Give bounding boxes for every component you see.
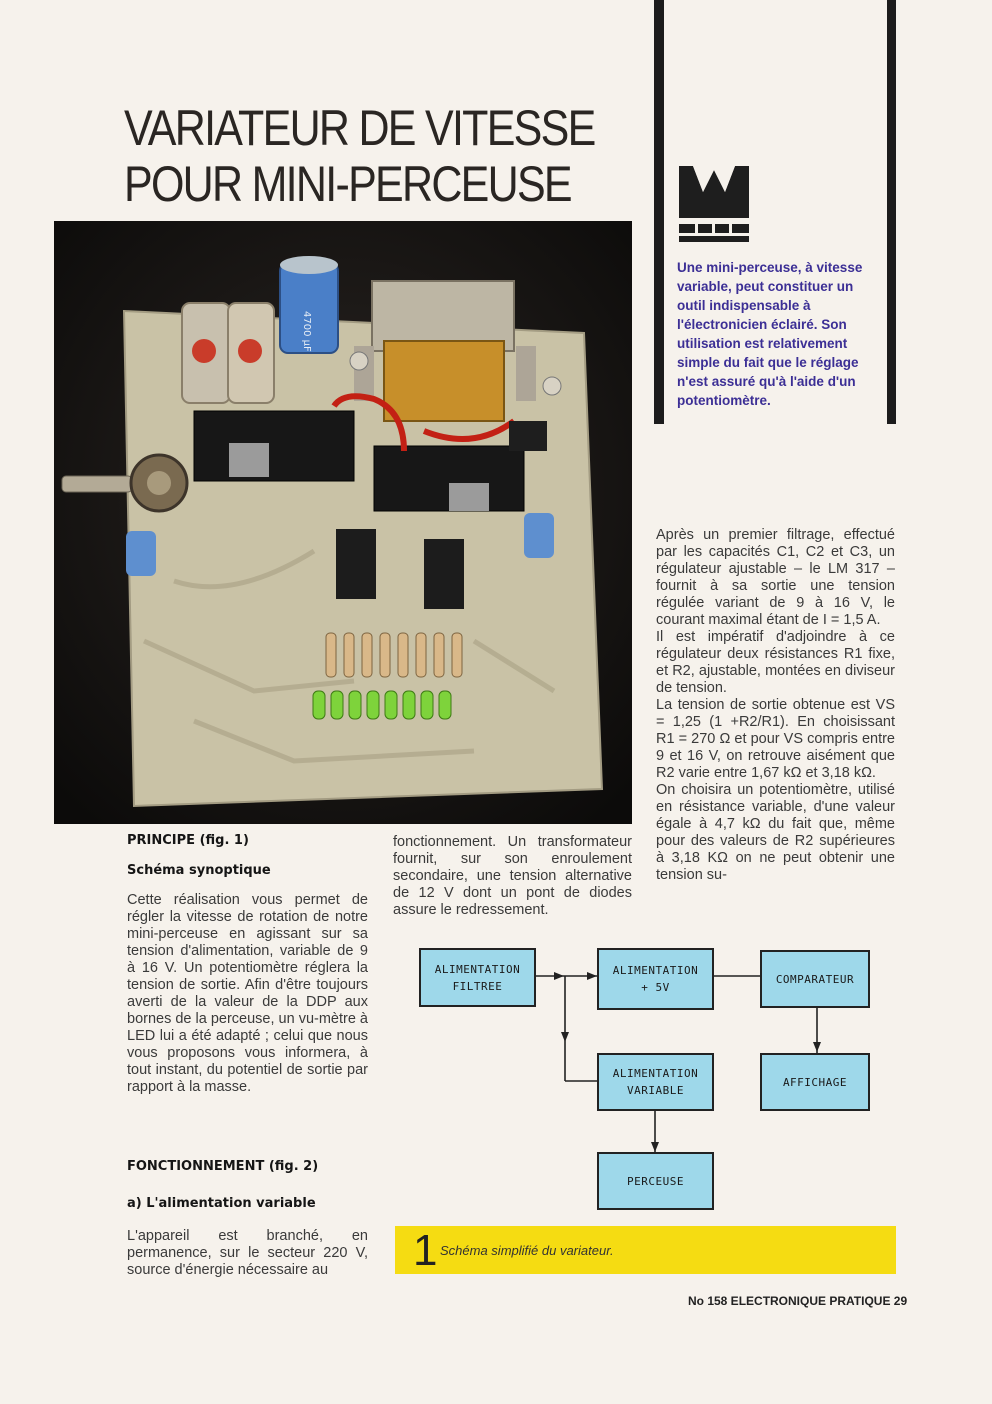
box-alimentation-5v: ALIMENTATION + 5V bbox=[597, 948, 714, 1010]
box-alimentation-filtree: ALIMENTATION FILTREE bbox=[419, 948, 536, 1007]
heading-fonctionnement: FONCTIONNEMENT (fig. 2) bbox=[127, 1159, 319, 1174]
figure-number: 1 bbox=[413, 1226, 438, 1275]
box-affichage: AFFICHAGE bbox=[760, 1053, 870, 1111]
heading-principe: PRINCIPE (fig. 1) bbox=[127, 833, 249, 848]
paragraph-alimentation: L'appareil est branché, en permanence, sur le secteur 220 V, source d'énergie nécessaire au bbox=[127, 1228, 368, 1278]
box-alimentation-variable: ALIMENTATION VARIABLE bbox=[597, 1053, 714, 1111]
subheading-schema-synoptique: Schéma synoptique bbox=[127, 863, 271, 878]
title-line-1: VARIATEUR DE VITESSE bbox=[124, 100, 595, 156]
paragraph-principe: Cette réalisation vous permet de régler la vitesse de rotation de notre mini-perceuse en agissant sur sa tension d'alimentation, variable de 9 à 16 V. Un potentiomètre réglera la tension de sortie. Afin d'être toujours averti de la valeur de la DDP aux bornes de la perceuse, un vu-mètre à LED lui a été adapté ; celui que nous vous proposons vous informera, à tout instant, du potentiel de sortie par rapport à la masse. bbox=[127, 892, 368, 1095]
paragraph-filtrage: Après un premier filtrage, effectué par les capacités C1, C2 et C3, un régulateur ajustable – le LM 317 – fournit à sa sortie une tension régulée variant de 9 à 16 V, le courant maximal étant de I = 1,5 A. bbox=[656, 527, 895, 628]
figure-caption-text: Schéma simplifié du variateur. bbox=[440, 1243, 614, 1258]
paragraph-tension-sortie: La tension de sortie obtenue est VS = 1,25 (1 +R2/R1). En choisissant R1 = 270 Ω et pour VS compris entre 9 et 16 V, on retrouve aisément que R2 varie entre 1,67 kΩ et 3,18 kΩ. bbox=[656, 697, 895, 781]
paragraph-resistances: Il est impératif d'adjoindre à ce régulateur deux résistances R1 fixe, et R2, ajustable, montées en diviseur de tension. bbox=[656, 629, 895, 696]
intro-text: Une mini-perceuse, à vitesse variable, peut constituer un outil indispensable à l'électronicien éclairé. Son utilisation est relativement simple du fait que le réglage n'est assuré qu'à l'aide d'un potentiomètre. bbox=[677, 260, 863, 408]
page-footer: No 158 ELECTRONIQUE PRATIQUE 29 bbox=[688, 1294, 908, 1308]
subheading-alimentation-variable: a) L'alimentation variable bbox=[127, 1196, 316, 1211]
box-perceuse: PERCEUSE bbox=[597, 1152, 714, 1210]
paragraph-fonctionnement: fonctionnement. Un transformateur fournit, sur son enroulement secondaire, une tension alternative de 12 V dont un pont de diodes assure le redressement. bbox=[393, 834, 632, 918]
title-line-2: POUR MINI-PERCEUSE bbox=[124, 156, 571, 212]
box-comparateur: COMPARATEUR bbox=[760, 950, 870, 1008]
svg-text:4700 µF: 4700 µF bbox=[301, 311, 312, 352]
paragraph-potentiometre: On choisira un potentiomètre, utilisé en résistance variable, d'une valeur égale à 4,7 kΩ du fait que, même pour des valeurs de R2 supérieures à 3,18 KΩ on ne peut obtenir une tension su- bbox=[656, 782, 895, 883]
